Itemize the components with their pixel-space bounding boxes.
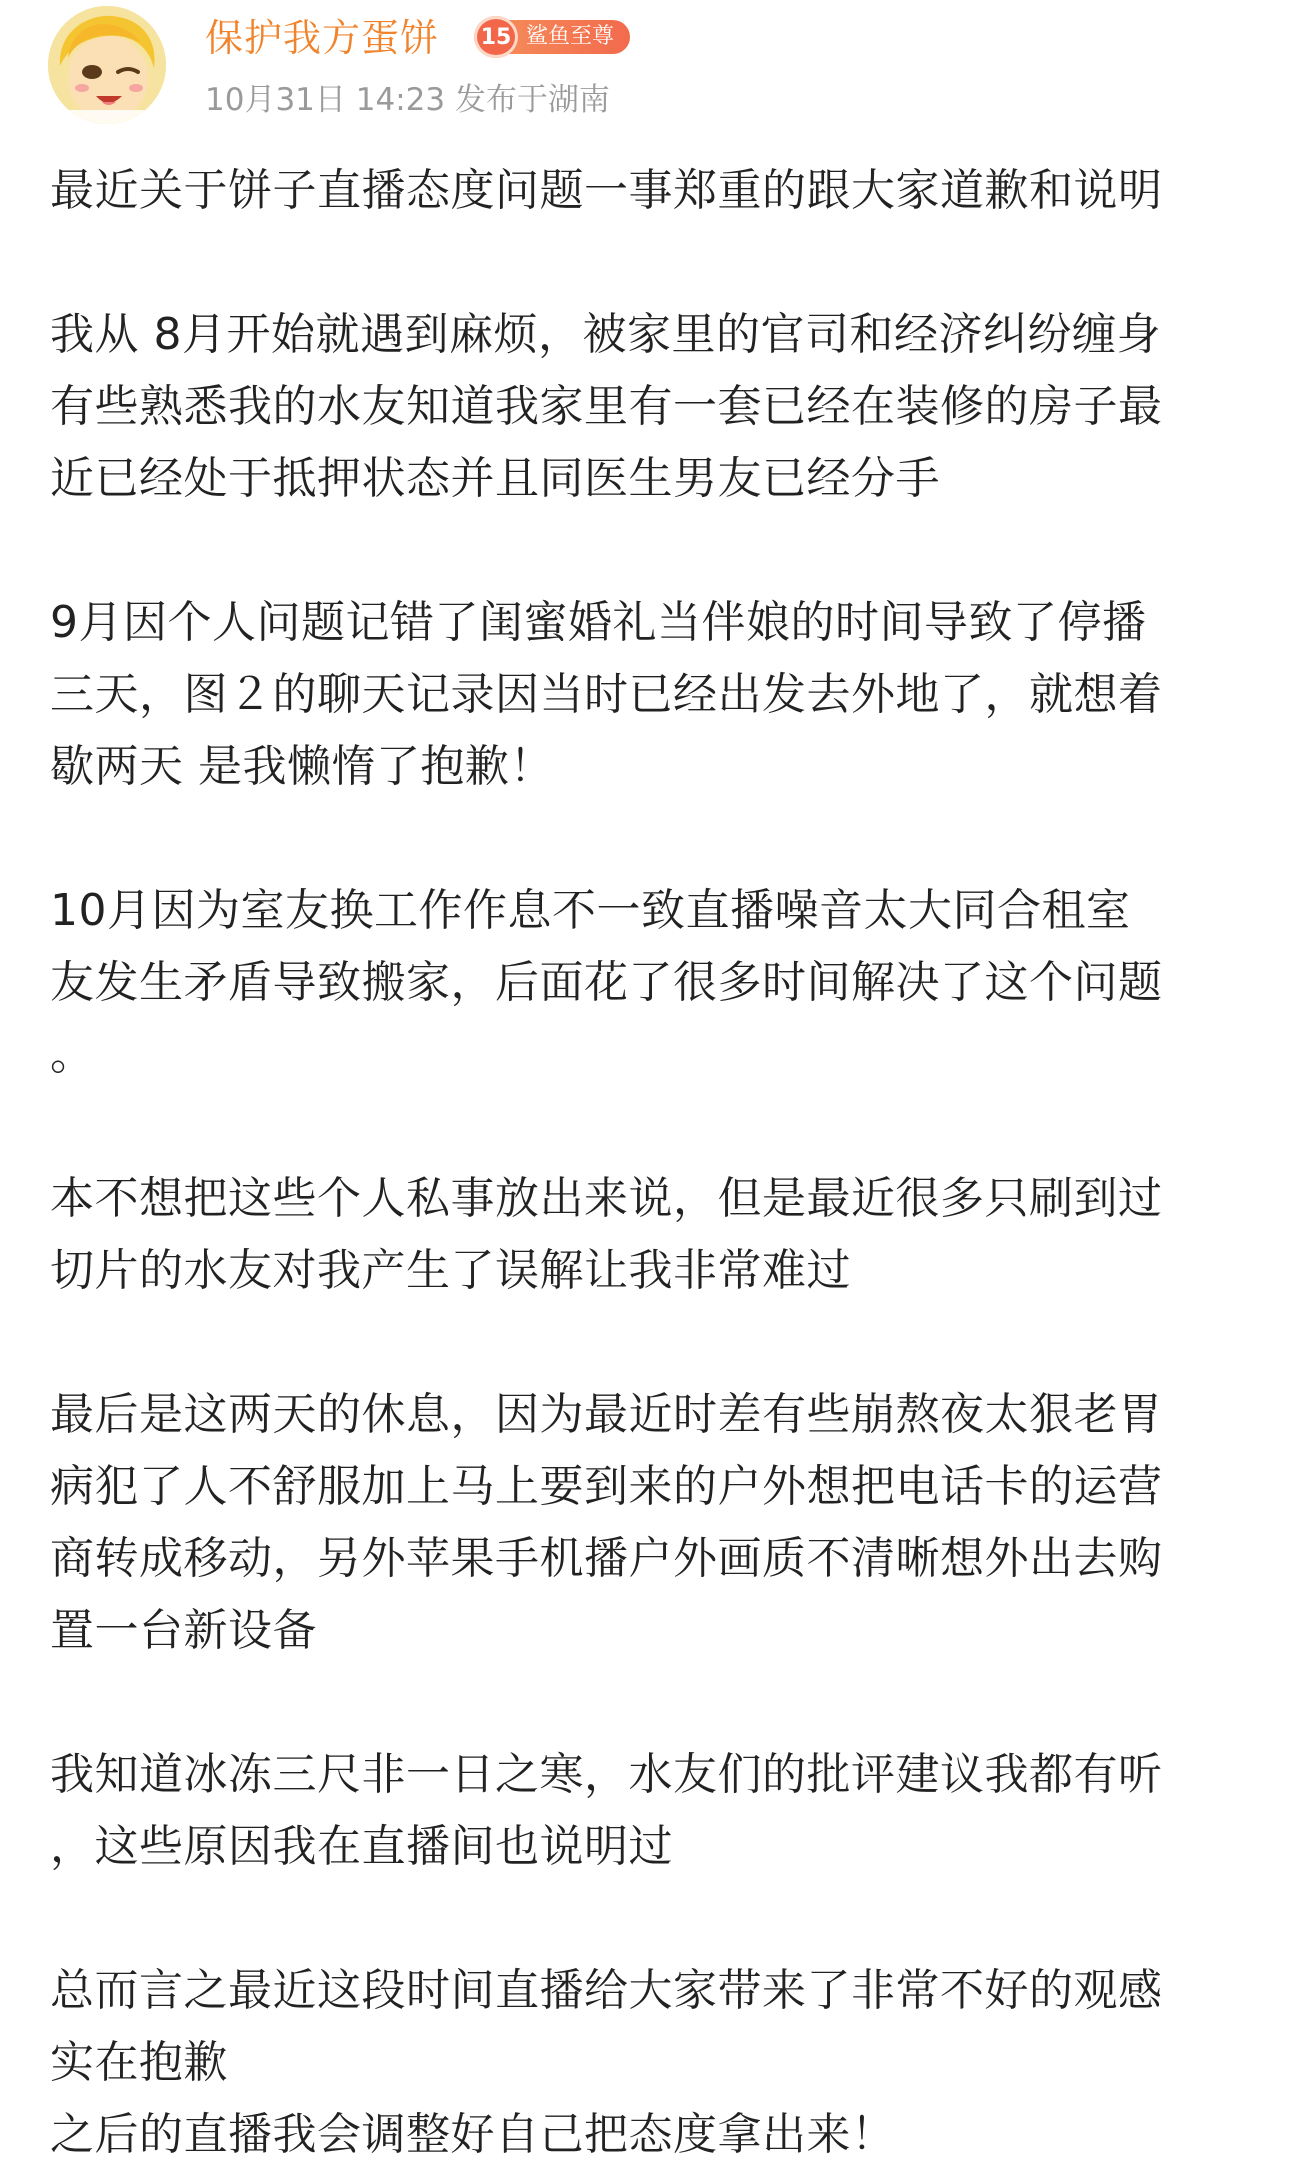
paragraph: 本不想把这些个人私事放出来说，但是最近很多只刷到过 切片的水友对我产生了误解让我非常难过 [50,1173,1163,1296]
level-title: 鲨鱼至尊 [504,20,630,54]
author-username[interactable]: 保护我方蛋饼 [205,16,440,60]
post-meta: 10月31日 14:23 发布于湖南 [205,82,610,118]
paragraph: 我从 8月开始就遇到麻烦，被家里的官司和经济纠纷缠身 有些熟悉我的水友知道我家里有一套已经在装修的房子最 近已经处于抵押状态并且同医生男友已经分手 [50,309,1163,504]
paragraph: 总而言之最近这段时间直播给大家带来了非常不好的观感 实在抱歉 之后的直播我会调整好自己把态度拿出来！ [50,1965,1163,2160]
avatar[interactable] [48,6,166,124]
paragraph: 9月因个人问题记错了闺蜜婚礼当伴娘的时间导致了停播 三天，图２的聊天记录因当时已经出发去外地了，就想着 歇两天 是我懒惰了抱歉！ [50,597,1163,792]
post-body [50,155,1250,2171]
cartoon-avatar-icon [48,6,166,124]
paragraph: 我知道冰冻三尺非一日之寒，水友们的批评建议我都有听 ，这些原因我在直播间也说明过 [50,1749,1163,1872]
post-header [0,0,1290,135]
paragraph: 最后是这两天的休息，因为最近时差有些崩熬夜太狠老胃 病犯了人不舒服加上马上要到来的户外想把电话卡的运营 商转成移动，另外苹果手机播户外画质不清晰想外出去购 置一台新设备 [50,1389,1163,1656]
paragraph: 最近关于饼子直播态度问题一事郑重的跟大家道歉和说明 [50,165,1163,216]
paragraph: 10月因为室友换工作作息不一致直播噪音太大同合租室 友发生矛盾导致搬家，后面花了很多时间解决了这个问题 。 [50,885,1163,1080]
level-number: 15 [474,16,518,58]
level-badge[interactable] [474,16,630,58]
